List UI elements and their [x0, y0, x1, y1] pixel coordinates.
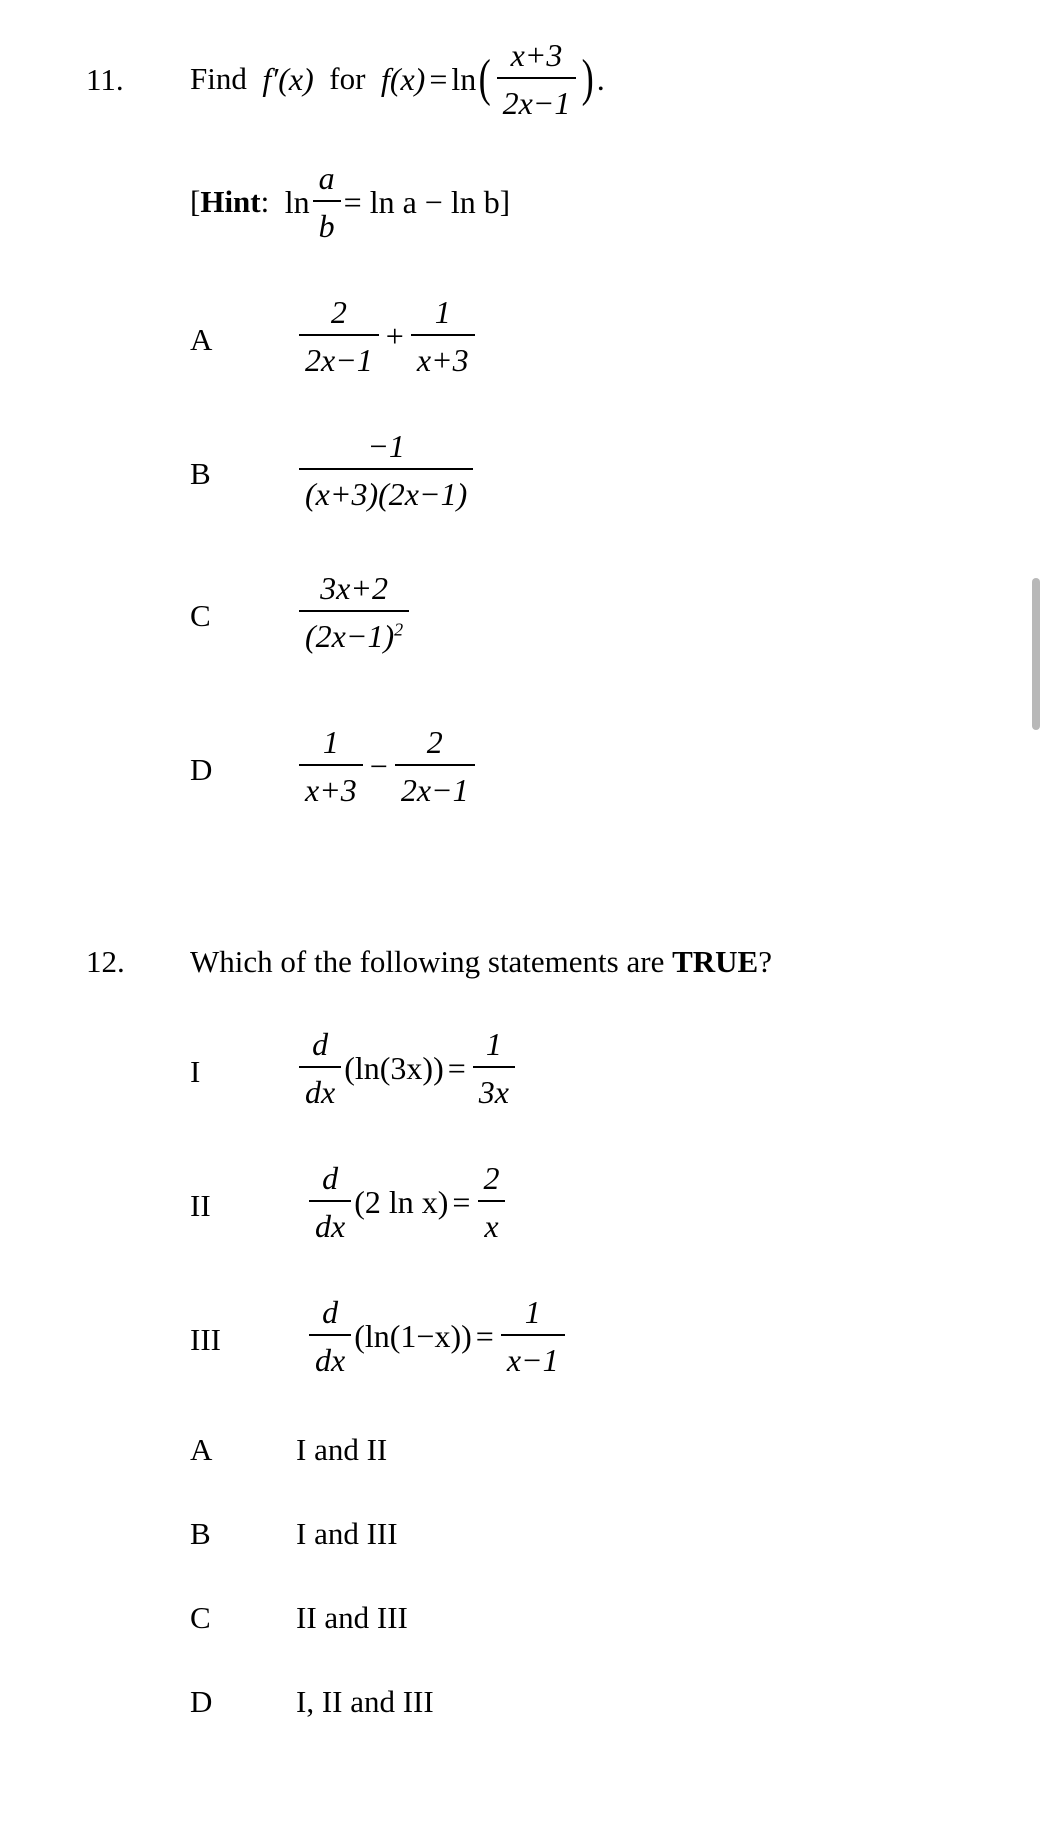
q11-option-a-expr	[296, 296, 478, 376]
statement-iii-equals: =	[475, 1317, 494, 1354]
hint-fraction	[313, 162, 341, 242]
right-paren: )	[581, 50, 595, 107]
option-b-fraction	[299, 430, 473, 510]
option-c-den	[299, 610, 409, 652]
q11-option-a-letter: A	[190, 322, 213, 357]
q12-option-a-letter: A	[190, 1432, 213, 1467]
vertical-scrollbar[interactable]	[1032, 578, 1040, 730]
f-of-x-expr: f(x)	[380, 60, 426, 97]
statement-iii-rhs-num: 1	[524, 1294, 541, 1330]
question-12-post: ?	[758, 944, 772, 979]
option-d-term1-num: 1	[322, 724, 339, 760]
option-a-term1	[299, 296, 379, 376]
question-12-pre: Which of the following statements are	[190, 944, 673, 979]
left-paren: (	[478, 50, 491, 107]
statement-i-rhs	[473, 1028, 515, 1108]
hint-colon: :	[260, 184, 270, 219]
f-prime-expr: f′(x)	[262, 60, 314, 97]
option-c-den-exponent: 2	[394, 619, 404, 640]
period: .	[596, 60, 605, 97]
option-d-operator: −	[369, 747, 388, 784]
q11-option-c-expr	[296, 572, 412, 652]
statement-iii-expr	[306, 1296, 568, 1376]
statement-ii-dx: dx	[309, 1200, 351, 1242]
hint-open-bracket: [	[190, 184, 201, 219]
q12-option-d-text: I, II and III	[296, 1684, 434, 1719]
statement-i-equals: =	[447, 1049, 466, 1086]
arg-numerator: x+3	[510, 37, 563, 73]
find-word: Find	[190, 61, 247, 96]
statement-ii-derivative	[309, 1162, 351, 1242]
statement-ii-d: d	[322, 1160, 339, 1196]
option-a-term2-den: x+3	[411, 334, 475, 376]
statement-ii-rhs	[477, 1162, 505, 1242]
statement-i-dx: dx	[299, 1066, 341, 1108]
option-a-term1-num: 2	[330, 294, 347, 330]
statement-iii-label: III	[190, 1322, 221, 1357]
option-d-term2-den: 2x−1	[395, 764, 475, 806]
hint	[190, 162, 510, 242]
question-12-bold: TRUE	[672, 944, 759, 979]
statement-iii-rhs-den: x−1	[501, 1334, 565, 1376]
statement-iii-derivative	[309, 1296, 351, 1376]
ln-argument-fraction	[497, 39, 577, 119]
q12-option-d-letter: D	[190, 1684, 213, 1719]
question-12-number: 12.	[86, 944, 125, 979]
statement-i-rhs-den: 3x	[473, 1066, 515, 1108]
equals-sign: =	[429, 60, 448, 97]
q12-option-a-text: I and II	[296, 1432, 388, 1467]
statement-ii-rhs-den: x	[478, 1200, 504, 1242]
statement-iii-d: d	[322, 1294, 339, 1330]
statement-ii-expr	[306, 1162, 508, 1242]
statement-iii-rhs	[501, 1296, 565, 1376]
statement-iii-dx: dx	[309, 1334, 351, 1376]
hint-label: Hint	[200, 184, 261, 219]
hint-numerator: a	[318, 160, 335, 196]
statement-i-argument: (ln(3x))	[344, 1049, 444, 1086]
statement-ii-argument: (2 ln x)	[354, 1183, 449, 1220]
q12-option-b-text: I and III	[296, 1516, 398, 1551]
q11-option-b-expr	[296, 430, 476, 510]
option-d-term1-den: x+3	[299, 764, 363, 806]
q11-option-d-letter: D	[190, 752, 213, 787]
q11-option-c-letter: C	[190, 598, 211, 633]
option-d-term1	[299, 726, 363, 806]
statement-i-d: d	[312, 1026, 329, 1062]
q12-option-c-letter: C	[190, 1600, 211, 1635]
option-d-term2	[395, 726, 475, 806]
q12-option-c-text: II and III	[296, 1600, 408, 1635]
statement-ii-label: II	[190, 1188, 211, 1223]
option-a-term1-den: 2x−1	[299, 334, 379, 376]
statement-i-label: I	[190, 1054, 201, 1089]
ln-text: ln	[451, 60, 477, 97]
option-c-fraction	[299, 572, 409, 652]
hint-ln: ln	[284, 183, 310, 220]
option-d-term2-num: 2	[426, 724, 443, 760]
option-c-num: 3x+2	[320, 570, 388, 606]
arg-denominator: 2x−1	[497, 77, 577, 119]
question-12-text	[190, 944, 772, 980]
question-11-text	[190, 37, 605, 121]
option-a-term2-num: 1	[434, 294, 451, 330]
option-b-num: −1	[367, 428, 405, 464]
statement-i-derivative	[299, 1028, 341, 1108]
option-a-term2	[411, 296, 475, 376]
statement-ii-rhs-num: 2	[483, 1160, 500, 1196]
hint-rhs: = ln a − ln b	[343, 183, 500, 220]
option-a-operator: +	[385, 317, 404, 354]
q11-option-d-expr	[296, 726, 478, 806]
statement-iii-argument: (ln(1−x))	[354, 1317, 472, 1354]
hint-close-bracket: ]	[499, 184, 511, 219]
option-b-den: (x+3)(2x−1)	[299, 468, 473, 510]
q12-option-b-letter: B	[190, 1516, 211, 1551]
hint-denominator: b	[313, 200, 341, 242]
for-word: for	[329, 61, 366, 96]
option-c-den-base: (2x−1)	[305, 618, 395, 654]
q11-option-b-letter: B	[190, 456, 211, 491]
statement-i-expr	[296, 1028, 518, 1108]
statement-ii-equals: =	[452, 1183, 471, 1220]
question-11-number: 11.	[86, 62, 124, 97]
statement-i-rhs-num: 1	[485, 1026, 502, 1062]
